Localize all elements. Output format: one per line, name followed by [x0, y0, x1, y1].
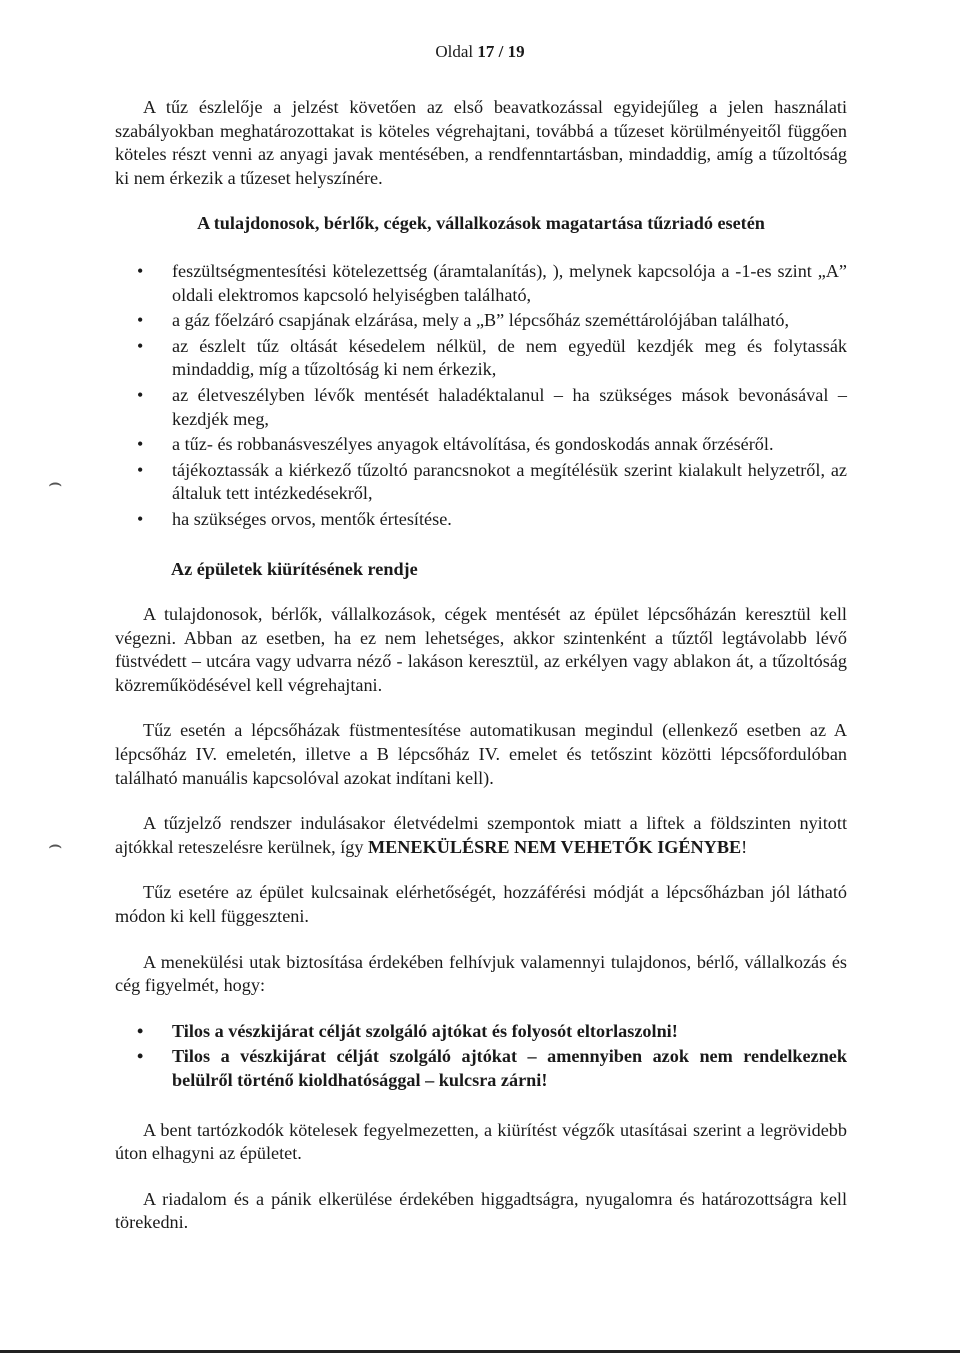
list-item: • tájékoztassák a kiérkező tűzoltó parancsnokot a megítélésük szerint kialakult helyzetről, az általuk tett intézkedésekről, [115, 459, 847, 506]
paragraph: A bent tartózkodók kötelesek fegyelmezetten, a kiürítést végzők utasításai szerint a legrövidebb úton elhagyni az épületet. [115, 1119, 847, 1164]
list-item: • a tűz- és robbanásveszélyes anyagok eltávolítása, és gondoskodás annak őrzéséről. [115, 433, 847, 457]
paragraph: Tűz esetére az épület kulcsainak elérhetőségét, hozzáférési módját a lépcsőházban jól látható módon ki kell függeszteni. [115, 882, 847, 927]
section-heading: A tulajdonosok, bérlők, cégek, vállalkozások magatartása tűzriadó esetén [197, 213, 765, 234]
section-heading: Az épületek kiürítésének rendje [171, 558, 418, 579]
bullet-list [115, 1020, 847, 1093]
list-item: • Tilos a vészkijárat célját szolgáló ajtókat – amennyiben azok nem rendelkeznek belülről történő kioldhatósággal – kulcsra zárni! [115, 1045, 847, 1092]
scan-mark: ⌢ [48, 470, 63, 495]
paragraph: A tulajdonosok, bérlők, vállalkozások, cégek mentését az épület lépcsőházán keresztül kell végezni. Abban az esetben, ha ez nem lehetséges, akkor szintenként a tűztől legtávolabb lévő füstvédett – utcára vagy udvarra néző - lakáson keresztül, az erkélyen vagy ablakon át, a tűzoltóság közreműködésével kell végrehajtani. [115, 604, 847, 695]
scan-mark: ⌢ [48, 832, 63, 857]
page-number: Oldal 17 / 19 [435, 42, 525, 61]
list-item: • a gáz főelzáró csapjának elzárása, mely a „B” lépcsőház szeméttárolójában található, [115, 309, 847, 333]
list-item: • ha szükséges orvos, mentők értesítése. [115, 508, 847, 532]
paragraph: A tűzjelző rendszer indulásakor életvédelmi szempontok miatt a liftek a földszinten nyitott ajtókkal reteszelésre kerülnek, így MENEKÜLÉSRE NEM VEHETŐK IGÉNYBE! [115, 813, 847, 857]
paragraph: A riadalom és a pánik elkerülése érdekében higgadtságra, nyugalomra és határozottságra kell törekedni. [115, 1188, 847, 1233]
list-item: • az életveszélyben lévők mentését haladéktalanul – ha szükséges mások bevonásával – kezdjék meg, [115, 384, 847, 431]
list-item: • az észlelt tűz oltását késedelem nélkül, de nem egyedül kezdjék meg és folytassák mindaddig, míg a tűzoltóság ki nem érkezik, [115, 335, 847, 382]
document-body [115, 96, 847, 1257]
intro-paragraph: A tűz észlelője a jelzést követően az első beavatkozással egyidejűleg a jelen használati szabályokban meghatározottakat is köteles végrehajtani, továbbá a tűzeset körülményeitől függően köteles részt venni az anyagi javak mentésében, a rendfenntartásban, mindaddig, amíg a tűzoltóság ki nem érkezik a tűzeset helyszínére. [115, 97, 847, 188]
paragraph: A menekülési utak biztosítása érdekében felhívjuk valamennyi tulajdonos, bérlő, vállalkozás és cég figyelmét, hogy: [115, 951, 847, 996]
bottom-rule [0, 1350, 960, 1353]
bullet-list [115, 260, 847, 532]
list-item: • Tilos a vészkijárat célját szolgáló ajtókat és folyosót eltorlaszolni! [115, 1020, 847, 1044]
paragraph: Tűz esetén a lépcsőházak füstmentesítése automatikusan megindul (ellenkező esetben az A lépcsőház IV. emeletén, illetve a B lépcsőház IV. emelet és tetőszint közötti lépcsőfordulóban található manuális kapcsolóval azokat indítani kell). [115, 720, 847, 788]
list-item: • feszültségmentesítési kötelezettség (áramtalanítás), ), melynek kapcsolója a -1-es szint „A” oldali elektromos kapcsoló helyiségben található, [115, 260, 847, 307]
